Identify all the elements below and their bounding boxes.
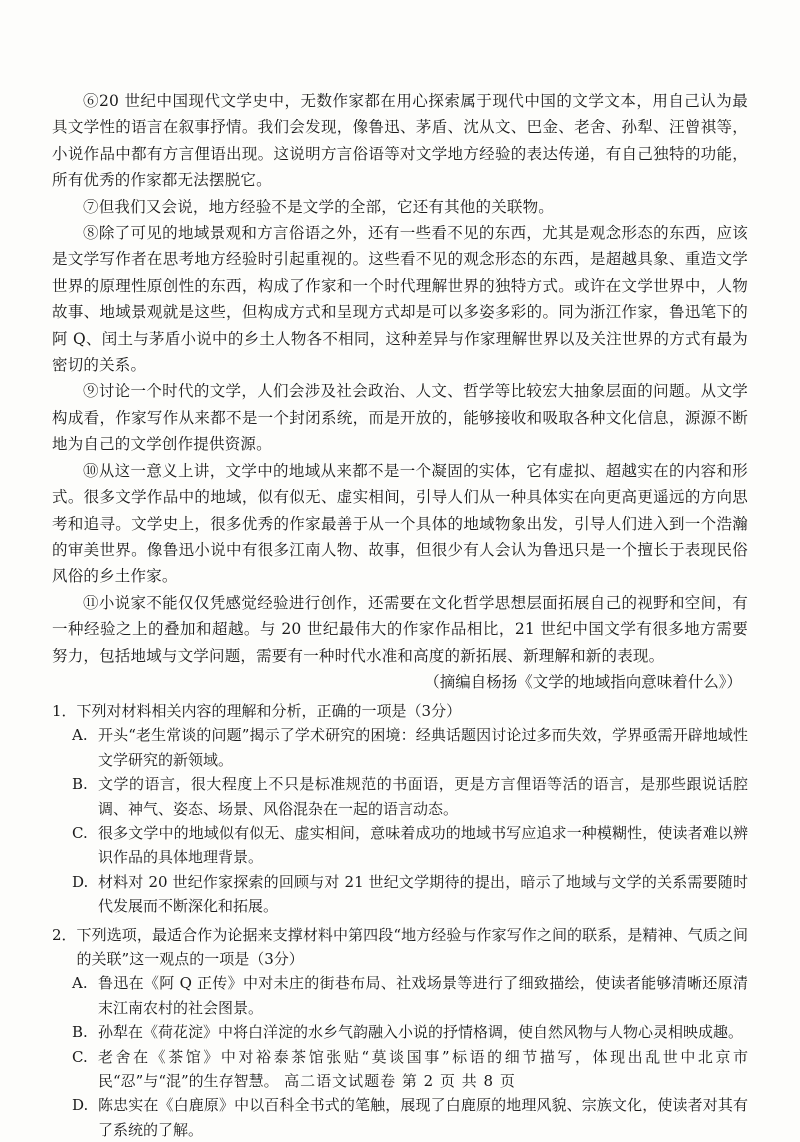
option-letter: A. xyxy=(72,974,88,993)
option-letter: C. xyxy=(72,823,88,842)
option-text: 文学的语言，很大程度上不只是标准规范的书面语，更是方言俚语等活的语言，是那些跟说话腔调、神气、姿态、场景、风俗混杂在一起的语言动态。 xyxy=(98,775,748,818)
option-text: 很多文学中的地域似有似无、虚实相间，意味着成功的地域书写应追求一种模糊性，使读者难以辨识作品的具体地理背景。 xyxy=(98,823,748,867)
option-text: 老舍在《茶馆》中对裕泰茶馆张贴“莫谈国事”标语的细节描写，体现出乱世中北京市民“忍”与“混”的生存智慧。 xyxy=(98,1047,748,1091)
paragraph-9: ⑨讨论一个时代的文学，人们会涉及社会政治、人文、哲学等比较宏大抽象层面的问题。从文学构成看，作家写作从来都不是一个封闭系统，而是开放的，能够接收和吸取各种文化信息，源源不断地为自己的文学创作提供资源。 xyxy=(52,382,748,454)
option-letter: B. xyxy=(72,1023,88,1042)
option-letter: B. xyxy=(72,775,88,794)
question-number: 2． xyxy=(52,925,77,944)
option-text: 陈忠实在《白鹿原》中以百科全书式的笔触，展现了白鹿原的地理风貌、宗族文化，使读者对其有了系统的了解。 xyxy=(98,1096,748,1139)
page-footer: 高二语文试题卷 第 2 页 共 8 页 xyxy=(284,1072,516,1090)
option-letter: A. xyxy=(72,726,88,745)
option-text: 开头“老生常谈的问题”揭示了学术研究的困境：经典话题因讨论过多而失效，学界亟需开辟地域性文学研究的新领域。 xyxy=(98,726,748,769)
option-b[interactable] xyxy=(52,772,748,821)
question-stem xyxy=(52,699,748,723)
paragraph-11: ⑪小说家不能仅仅凭感觉经验进行创作，还需要在文化哲学思想层面拓展自己的视野和空间，有一种经验之上的叠加和超越。与 20 世纪最伟大的作家作品相比，21 世纪中国文学有很多地方需要努力，包括地域与文学问题，需要有一种时代水准和高度的新拓展、新理解和新的表现。 xyxy=(52,593,748,665)
option-a[interactable] xyxy=(52,723,748,772)
option-text: 材料对 20 世纪作家探索的回顾与对 21 世纪文学期待的提出，暗示了地域与文学的关系需要随时代发展而不断深化和拓展。 xyxy=(98,872,748,916)
paragraph-10: ⑩从这一意义上讲，文学中的地域从来都不是一个凝固的实体，它有虚拟、超越实在的内容和形式。很多文学作品中的地域，似有似无、虚实相间，引导人们从一种具体实在向更高更遥远的方向思考和追寻。文学史上，很多优秀的作家最善于从一个具体的地域物象出发，引导人们进入到一个浩瀚的审美世界。像鲁迅小说中有很多江南人物、故事，但很少有人会认为鲁迅只是一个擅长于表现民俗风俗的乡土作家。 xyxy=(52,461,748,586)
option-letter: C. xyxy=(72,1047,88,1066)
option-d[interactable] xyxy=(52,1093,748,1142)
question-stem xyxy=(52,923,748,972)
option-b[interactable] xyxy=(52,1020,748,1044)
option-a[interactable] xyxy=(52,971,748,1020)
option-d[interactable] xyxy=(52,870,748,919)
question-number: 1． xyxy=(52,701,77,720)
paragraph-6: ⑥20 世纪中国现代文学史中，无数作家都在用心探索属于现代中国的文学文本，用自己认为最具文学性的语言在叙事抒情。我们会发现，像鲁迅、茅盾、沈从文、巴金、老舍、孙犁、汪曾祺等，小说作品中都有方言俚语出现。这说明方言俗语等对文学地方经验的表达传递，有自己独特的功能，所有优秀的作家都无法摆脱它。 xyxy=(52,92,748,190)
question-2 xyxy=(52,923,748,1142)
question-text: 下列对材料相关内容的理解和分析，正确的一项是（3分） xyxy=(76,701,462,720)
reading-passage xyxy=(52,88,748,669)
option-text: 孙犁在《荷花淀》中将白洋淀的水乡气韵融入小说的抒情格调，使自然风物与人物心灵相映成趣。 xyxy=(98,1023,744,1042)
paragraph-7: ⑦但我们又会说，地方经验不是文学的全部，它还有其他的关联物。 xyxy=(83,197,555,216)
source-citation: （摘编自杨扬《文学的地域指向意味着什么》） xyxy=(424,672,742,691)
option-c[interactable] xyxy=(52,821,748,870)
question-1 xyxy=(52,699,748,919)
option-letter: D. xyxy=(72,872,89,891)
option-text: 鲁迅在《阿 Q 正传》中对未庄的街巷布局、社戏场景等进行了细致描绘，使读者能够清晰还原清末江南农村的社会图景。 xyxy=(98,974,748,1017)
option-letter: D. xyxy=(72,1096,89,1115)
question-text: 下列选项，最适合作为论据来支撑材料中第四段“地方经验与作家写作之间的联系，是精神、气质之间的关联”这一观点的一项是（3分） xyxy=(76,925,748,968)
paragraph-8: ⑧除了可见的地域景观和方言俗语之外，还有一些看不见的东西，尤其是观念形态的东西，应该是文学写作者在思考地方经验时引起重视的。这些看不见的观念形态的东西，是超越具象、重造文学世界的原理性原创性的东西，构成了作家和一个时代理解世界的独特方式。或许在文学世界中，人物故事、地域景观就是这些，但构成方式和呈现方式却是可以多姿多彩的。同为浙江作家，鲁迅笔下的阿 Q、闰土与茅盾小说中的乡土人物各不相同，这种差异与作家理解世界以及关注世界的方式有最为密切的关系。 xyxy=(52,224,748,375)
